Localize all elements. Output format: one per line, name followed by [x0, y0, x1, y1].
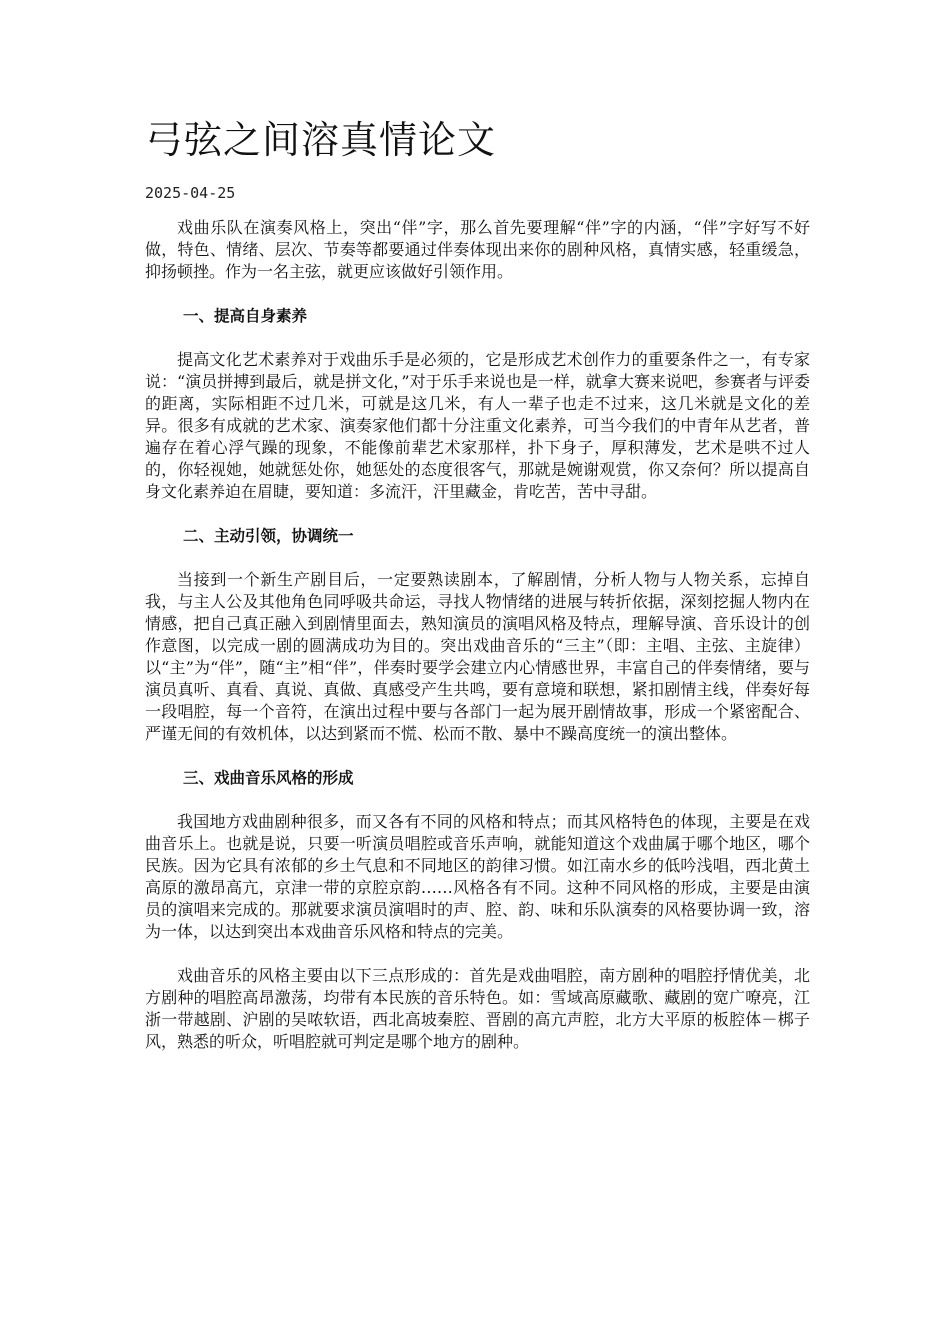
body-paragraph: 戏曲音乐的风格主要由以下三点形成的：首先是戏曲唱腔，南方剧种的唱腔抒情优美，北方剧种的唱腔高昂激荡，均带有本民族的音乐特色。如：雪域高原藏歌、藏剧的宽广嘹亮，江浙一带越剧、沪剧的吴哝软语，西北高坡秦腔、晋剧的高亢声腔，北方大平原的板腔体－梆子风，熟悉的听众，听唱腔就可判定是哪个地方的剧种。 [145, 966, 810, 1051]
document-page [145, 112, 810, 1075]
body-paragraph: 我国地方戏曲剧种很多，而又各有不同的风格和特点；而其风格特色的体现，主要是在戏曲音乐上。也就是说，只要一听演员唱腔或音乐声响，就能知道这个戏曲属于哪个地区，哪个民族。因为它具有浓郁的乡土气息和不同地区的韵律习惯。如江南水乡的低吟浅唱，西北黄土高原的激昂高亢，京津一带的京腔京韵……风格各有不同。这种不同风格的形成，主要是由演员的演唱来完成的。那就要求演员演唱时的声、腔、韵、味和乐队演奏的风格要协调一致，溶为一体，以达到突出本戏曲音乐风格和特点的完美。 [145, 812, 810, 941]
section-heading: 三、戏曲音乐风格的形成 [182, 769, 354, 787]
section-heading: 一、提高自身素养 [182, 307, 307, 325]
section-heading: 二、主动引领，协调统一 [182, 527, 354, 545]
publish-date: 2025-04-25 [145, 184, 236, 202]
body-paragraph: 戏曲乐队在演奏风格上，突出“伴”字，那么首先要理解“伴”字的内涵，“伴”字好写不好做，特色、情绪、层次、节奏等都要通过伴奏体现出来你的剧种风格，真情实感，轻重缓急，抑扬顿挫。作为一名主弦，就更应该做好引领作用。 [145, 218, 810, 281]
article-body [145, 217, 810, 1053]
body-paragraph: 提高文化艺术素养对于戏曲乐手是必须的，它是形成艺术创作力的重要条件之一，有专家说：“演员拼搏到最后，就是拼文化，”对于乐手来说也是一样，就拿大赛来说吧，参赛者与评委的距离，实际相距不过几米，可就是这几米，有人一辈子也走不过来，这几米就是文化的差异。很多有成就的艺术家、演奏家他们都十分注重文化素养，可当今我们的中青年从艺者，普遍存在着心浮气躁的现象，不能像前辈艺术家那样，扑下身子，厚积薄发，艺术是哄不过人的，你轻视她，她就惩处你，她惩处的态度很客气，那就是婉谢观赏，你又奈何？所以提高自身文化素养迫在眉睫，要知道：多流汗，汗里藏金，肯吃苦，苦中寻甜。 [145, 350, 810, 501]
page-title: 弓弦之间溶真情论文 [145, 118, 497, 162]
body-paragraph: 当接到一个新生产剧目后，一定要熟读剧本，了解剧情，分析人物与人物关系，忘掉自我，与主人公及其他角色同呼吸共命运，寻找人物情绪的进展与转折依据，深刻挖掘人物内在情感，把自己真正融入到剧情里面去，熟知演员的演唱风格及特点，理解导演、音乐设计的创作意图，以完成一剧的圆满成功为目的。突出戏曲音乐的“三主”（即：主唱、主弦、主旋律）以“主”为“伴”，随“主”相“伴”，伴奏时要学会建立内心情感世界，丰富自己的伴奏情绪，要与演员真听、真看、真说、真做、真感受产生共鸣，要有意境和联想，紧扣剧情主线，伴奏好每一段唱腔，每一个音符，在演出过程中要与各部门一起为展开剧情故事，形成一个紧密配合、严谨无间的有效机体，以达到紧而不慌、松而不散、暴中不躁高度统一的演出整体。 [145, 570, 810, 743]
